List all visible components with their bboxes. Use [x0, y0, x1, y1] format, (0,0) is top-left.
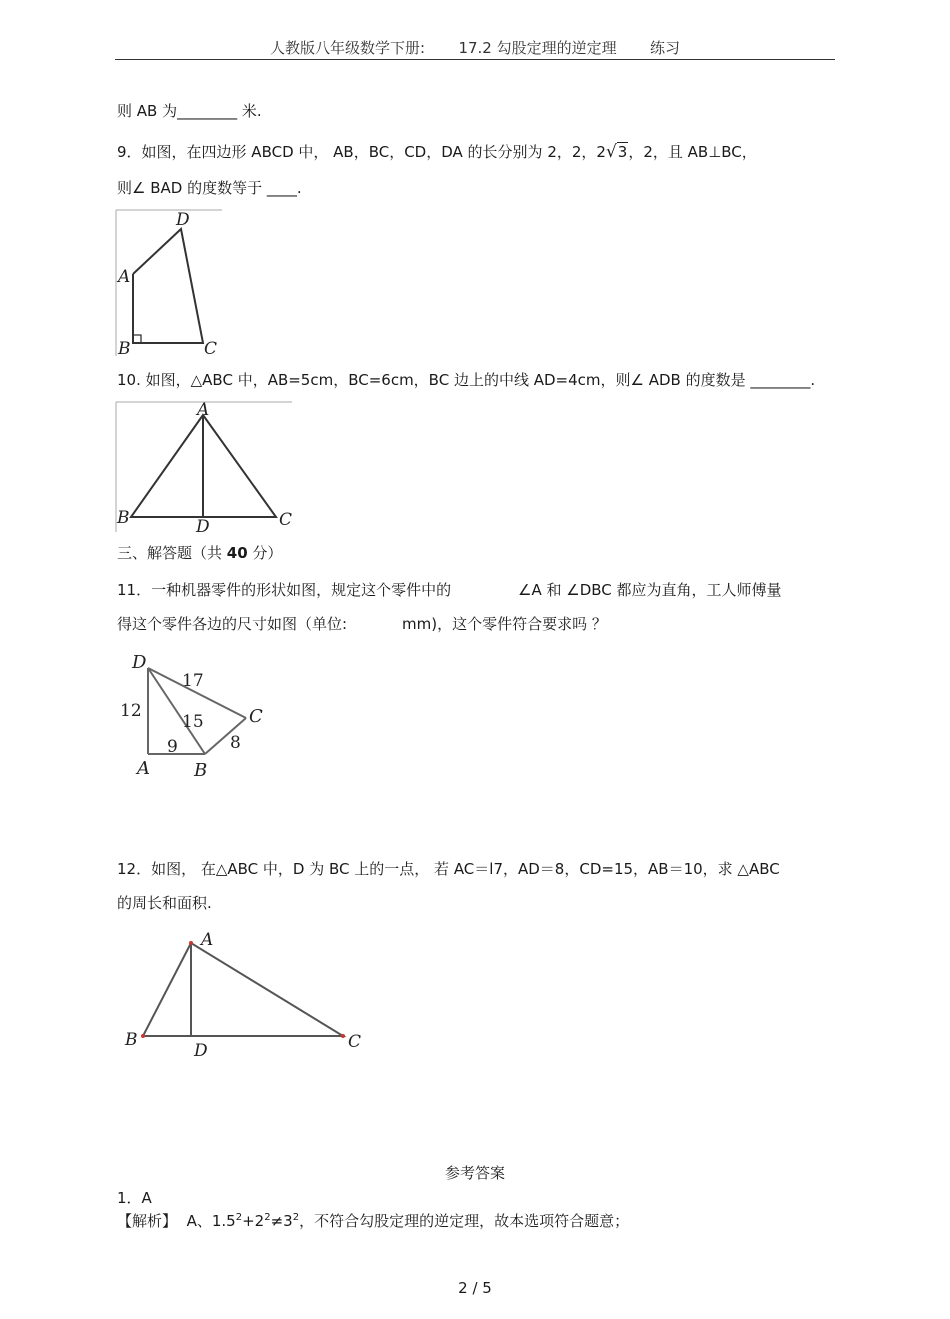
point-a-dot — [189, 941, 193, 945]
page-header — [0, 37, 950, 58]
length-da: 12 — [120, 701, 142, 721]
q9-line1 — [117, 142, 757, 162]
analysis-ne: ≠ — [270, 1212, 284, 1230]
length-db: 15 — [182, 712, 204, 732]
label-b: B — [194, 760, 208, 781]
label-c: C — [204, 339, 218, 356]
q9-line1-b: ，2，且 AB⊥BC， — [628, 143, 757, 161]
q12-line1: 12．如图， 在△ABC 中，D 为 BC 上的一点， 若 AC＝l7，AD＝8，CD=15，AB＝10，求 △ABC — [117, 860, 780, 878]
q12-figure — [112, 924, 372, 1064]
section-points: 40 — [226, 544, 248, 562]
q9-line2: 则∠ BAD 的度数等于 ____. — [117, 179, 302, 197]
exponent-3: 2 — [292, 1212, 300, 1223]
label-d: D — [196, 517, 210, 532]
section-prefix: 三、解答题（共 — [117, 544, 227, 562]
q11-line1-a: 11．一种机器零件的形状如图，规定这个零件中的 — [117, 581, 452, 599]
exponent-2: 2 — [264, 1212, 271, 1223]
point-b-dot — [141, 1034, 145, 1038]
label-c: C — [348, 1032, 362, 1052]
triangle-abc — [143, 943, 343, 1036]
label-a: A — [197, 400, 210, 420]
right-angle-mark — [133, 335, 141, 343]
header-title: 人教版八年级数学下册: — [269, 39, 426, 57]
length-dc: 17 — [182, 671, 204, 691]
header-exercise: 练习 — [650, 39, 681, 57]
q9-root-value: 3 — [617, 143, 628, 161]
label-a: A — [201, 930, 214, 950]
label-a: A — [137, 758, 150, 779]
q12-line2: 的周长和面积. — [117, 894, 212, 912]
q8-tail: 则 AB 为________ 米. — [117, 102, 262, 120]
label-b: B — [117, 508, 130, 528]
label-d: D — [132, 652, 147, 673]
label-a: A — [118, 267, 131, 287]
analysis-label: 【解析】 — [117, 1212, 178, 1230]
q9-figure — [112, 206, 237, 356]
answer-1-analysis — [117, 1211, 629, 1231]
answers-title: 参考答案 — [444, 1164, 505, 1182]
q11-line2-a: 得这个零件各边的尺寸如图（单位: — [117, 615, 348, 633]
analysis-rest: ，不符合勾股定理的逆定理，故本选项符合题意； — [299, 1212, 630, 1230]
length-bc: 8 — [230, 733, 241, 753]
quadrilateral-abcd — [133, 229, 203, 343]
label-d: D — [194, 1041, 208, 1061]
header-section: 17.2 勾股定理的逆定理 — [458, 39, 617, 57]
section-suffix: 分） — [247, 544, 283, 562]
label-b: B — [118, 339, 131, 356]
page-number: 2 / 5 — [458, 1279, 492, 1297]
header-divider — [115, 59, 835, 60]
point-c-dot — [341, 1034, 345, 1038]
sqrt-sign: √ — [605, 142, 617, 162]
q10-text: 10. 如图，△ABC 中，AB=5cm，BC=6cm，BC 边上的中线 AD=4cm，则∠ ADB 的度数是 ________. — [117, 371, 816, 389]
q10-figure — [112, 398, 294, 532]
section-heading — [117, 543, 282, 563]
analysis-plus: +2 — [242, 1212, 265, 1230]
q11-line1-b: ∠A 和 ∠DBC 都应为直角，工人师傅量 — [518, 581, 782, 599]
label-c: C — [249, 706, 263, 727]
label-d: D — [176, 210, 190, 230]
label-c: C — [279, 510, 293, 530]
q11-line2-b: mm)，这个零件符合要求吗 ？ — [402, 615, 607, 633]
q11-figure — [112, 646, 282, 786]
analysis-a: A、1.5 — [186, 1212, 236, 1230]
length-ab: 9 — [167, 737, 178, 757]
q9-line1-a: 9．如图，在四边形 ABCD 中， AB，BC，CD，DA 的长分别为 2，2，2 — [117, 143, 606, 161]
analysis-3: 3 — [283, 1212, 293, 1230]
exponent-1: 2 — [235, 1212, 243, 1223]
label-b: B — [125, 1030, 138, 1050]
answer-1: 1．A — [117, 1189, 152, 1207]
